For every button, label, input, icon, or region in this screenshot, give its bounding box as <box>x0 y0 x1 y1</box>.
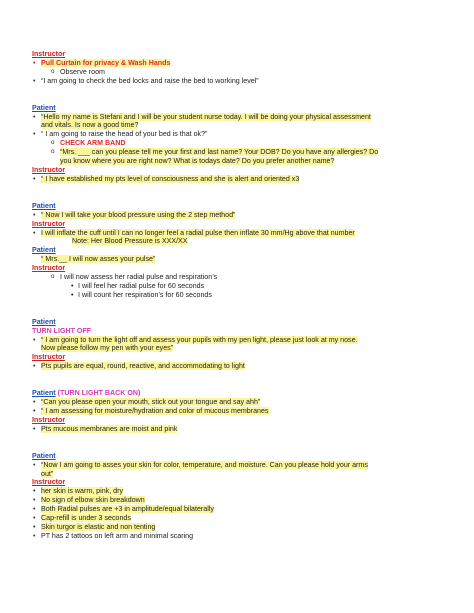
section-pupils <box>32 318 442 371</box>
list-item: • I will count her respiration’s for 60 seconds <box>32 291 442 300</box>
list-item: o CHECK ARM BAND <box>51 139 126 148</box>
list-item: • “ I have established my pts level of consciousness and she is alert and oriented x3 <box>32 175 442 184</box>
section-patient-intro <box>32 104 442 184</box>
list-item: • “ I am going to raise the head of your bed is that ok?” <box>32 130 442 139</box>
patient-label: Patient <box>32 389 56 398</box>
patient-label: Patient <box>32 103 56 112</box>
section-mucous <box>32 389 442 434</box>
bp-note: Note: Her Blood Pressure is XXX/XX <box>72 237 188 246</box>
list-item: • her skin is warm, pink, dry <box>32 487 442 496</box>
list-item-continuation: out” <box>41 469 54 478</box>
patient-heading-row <box>32 389 442 398</box>
document-content <box>32 50 442 547</box>
list-item: • Both Radial pulses are +3 in amplitude/equal bilaterally <box>32 505 442 514</box>
list-item: • Pts mucous membranes are moist and pink <box>32 425 442 434</box>
list-item: • Skin turgor is elastic and non tenting <box>32 523 442 532</box>
list-item-continuation: Now please follow my pen with your eyes” <box>41 344 174 353</box>
instructor-label: Instructor <box>32 264 66 273</box>
list-item: • Cap-refill is under 3 seconds <box>32 514 442 523</box>
list-item-continuation: you know where you are right now? What is todays date? Do you prefer another name? <box>60 157 335 166</box>
list-item: • “Now I am going to asses your skin for color, temperature, and moisture. Can you please hold your arms <box>32 461 442 470</box>
list-item: • Pull Curtain for privacy & Wash Hands <box>32 59 442 68</box>
list-item: o Observe room <box>51 67 105 76</box>
list-item: “ Mrs.__ I will now asses your pulse” <box>41 255 156 264</box>
patient-label: Patient <box>32 201 56 210</box>
turn-light-on-label: (TURN LIGHT BACK ON) <box>57 389 141 398</box>
list-item: • No sign of elbow skin breakdown <box>32 496 442 505</box>
list-item: o “Mrs. ___ can you please tell me your first and last name? Your DOB? Do you have any allergies? Do <box>51 148 379 157</box>
list-item: • “ I am going to turn the light off and assess your pupils with my pen light, please just look at my nose. <box>32 336 442 345</box>
instructor-label: Instructor <box>32 478 66 487</box>
instructor-label: Instructor <box>32 415 66 424</box>
list-item-continuation: and vitals. Is now a good time? <box>41 121 139 130</box>
section-vitals <box>32 202 442 300</box>
instructor-label: Instructor <box>32 50 66 58</box>
patient-label: Patient <box>32 246 56 255</box>
list-item: • “ Now I will take your blood pressure using the 2 step method” <box>32 211 442 220</box>
instructor-label: Instructor <box>32 219 66 228</box>
list-item: • “Hello my name is Stefani and I will be your student nurse today. I will be doing your physical assessment <box>32 113 442 122</box>
list-item: • Pts pupils are equal, round, reactive, and accommodating to light <box>32 362 442 371</box>
list-item: • I will feel her radial pulse for 60 seconds <box>32 282 442 291</box>
section-instructor-setup <box>32 50 442 86</box>
instructor-label: Instructor <box>32 353 66 362</box>
turn-light-off-label: TURN LIGHT OFF <box>32 326 92 335</box>
list-item: • “ I am assessing for moisture/hydration and color of mucous membranes <box>32 407 442 416</box>
instructor-label: Instructor <box>32 165 66 174</box>
list-item: • “Can you please open your mouth, stick out your tongue and say ahh” <box>32 398 442 407</box>
section-skin <box>32 452 442 541</box>
list-item: • I will inflate the cuff until I can no longer feel a radial pulse then inflate 30 mm/Hg above that number <box>32 229 442 238</box>
list-item: o I will now assess her radial pulse and respiration’s <box>51 273 218 282</box>
patient-label: Patient <box>32 451 56 460</box>
patient-label: Patient <box>32 317 56 326</box>
list-item: • PT has 2 tattoos on left arm and minimal scaring <box>32 532 442 541</box>
list-item: • “I am going to check the bed locks and raise the bed to working level” <box>32 77 442 86</box>
